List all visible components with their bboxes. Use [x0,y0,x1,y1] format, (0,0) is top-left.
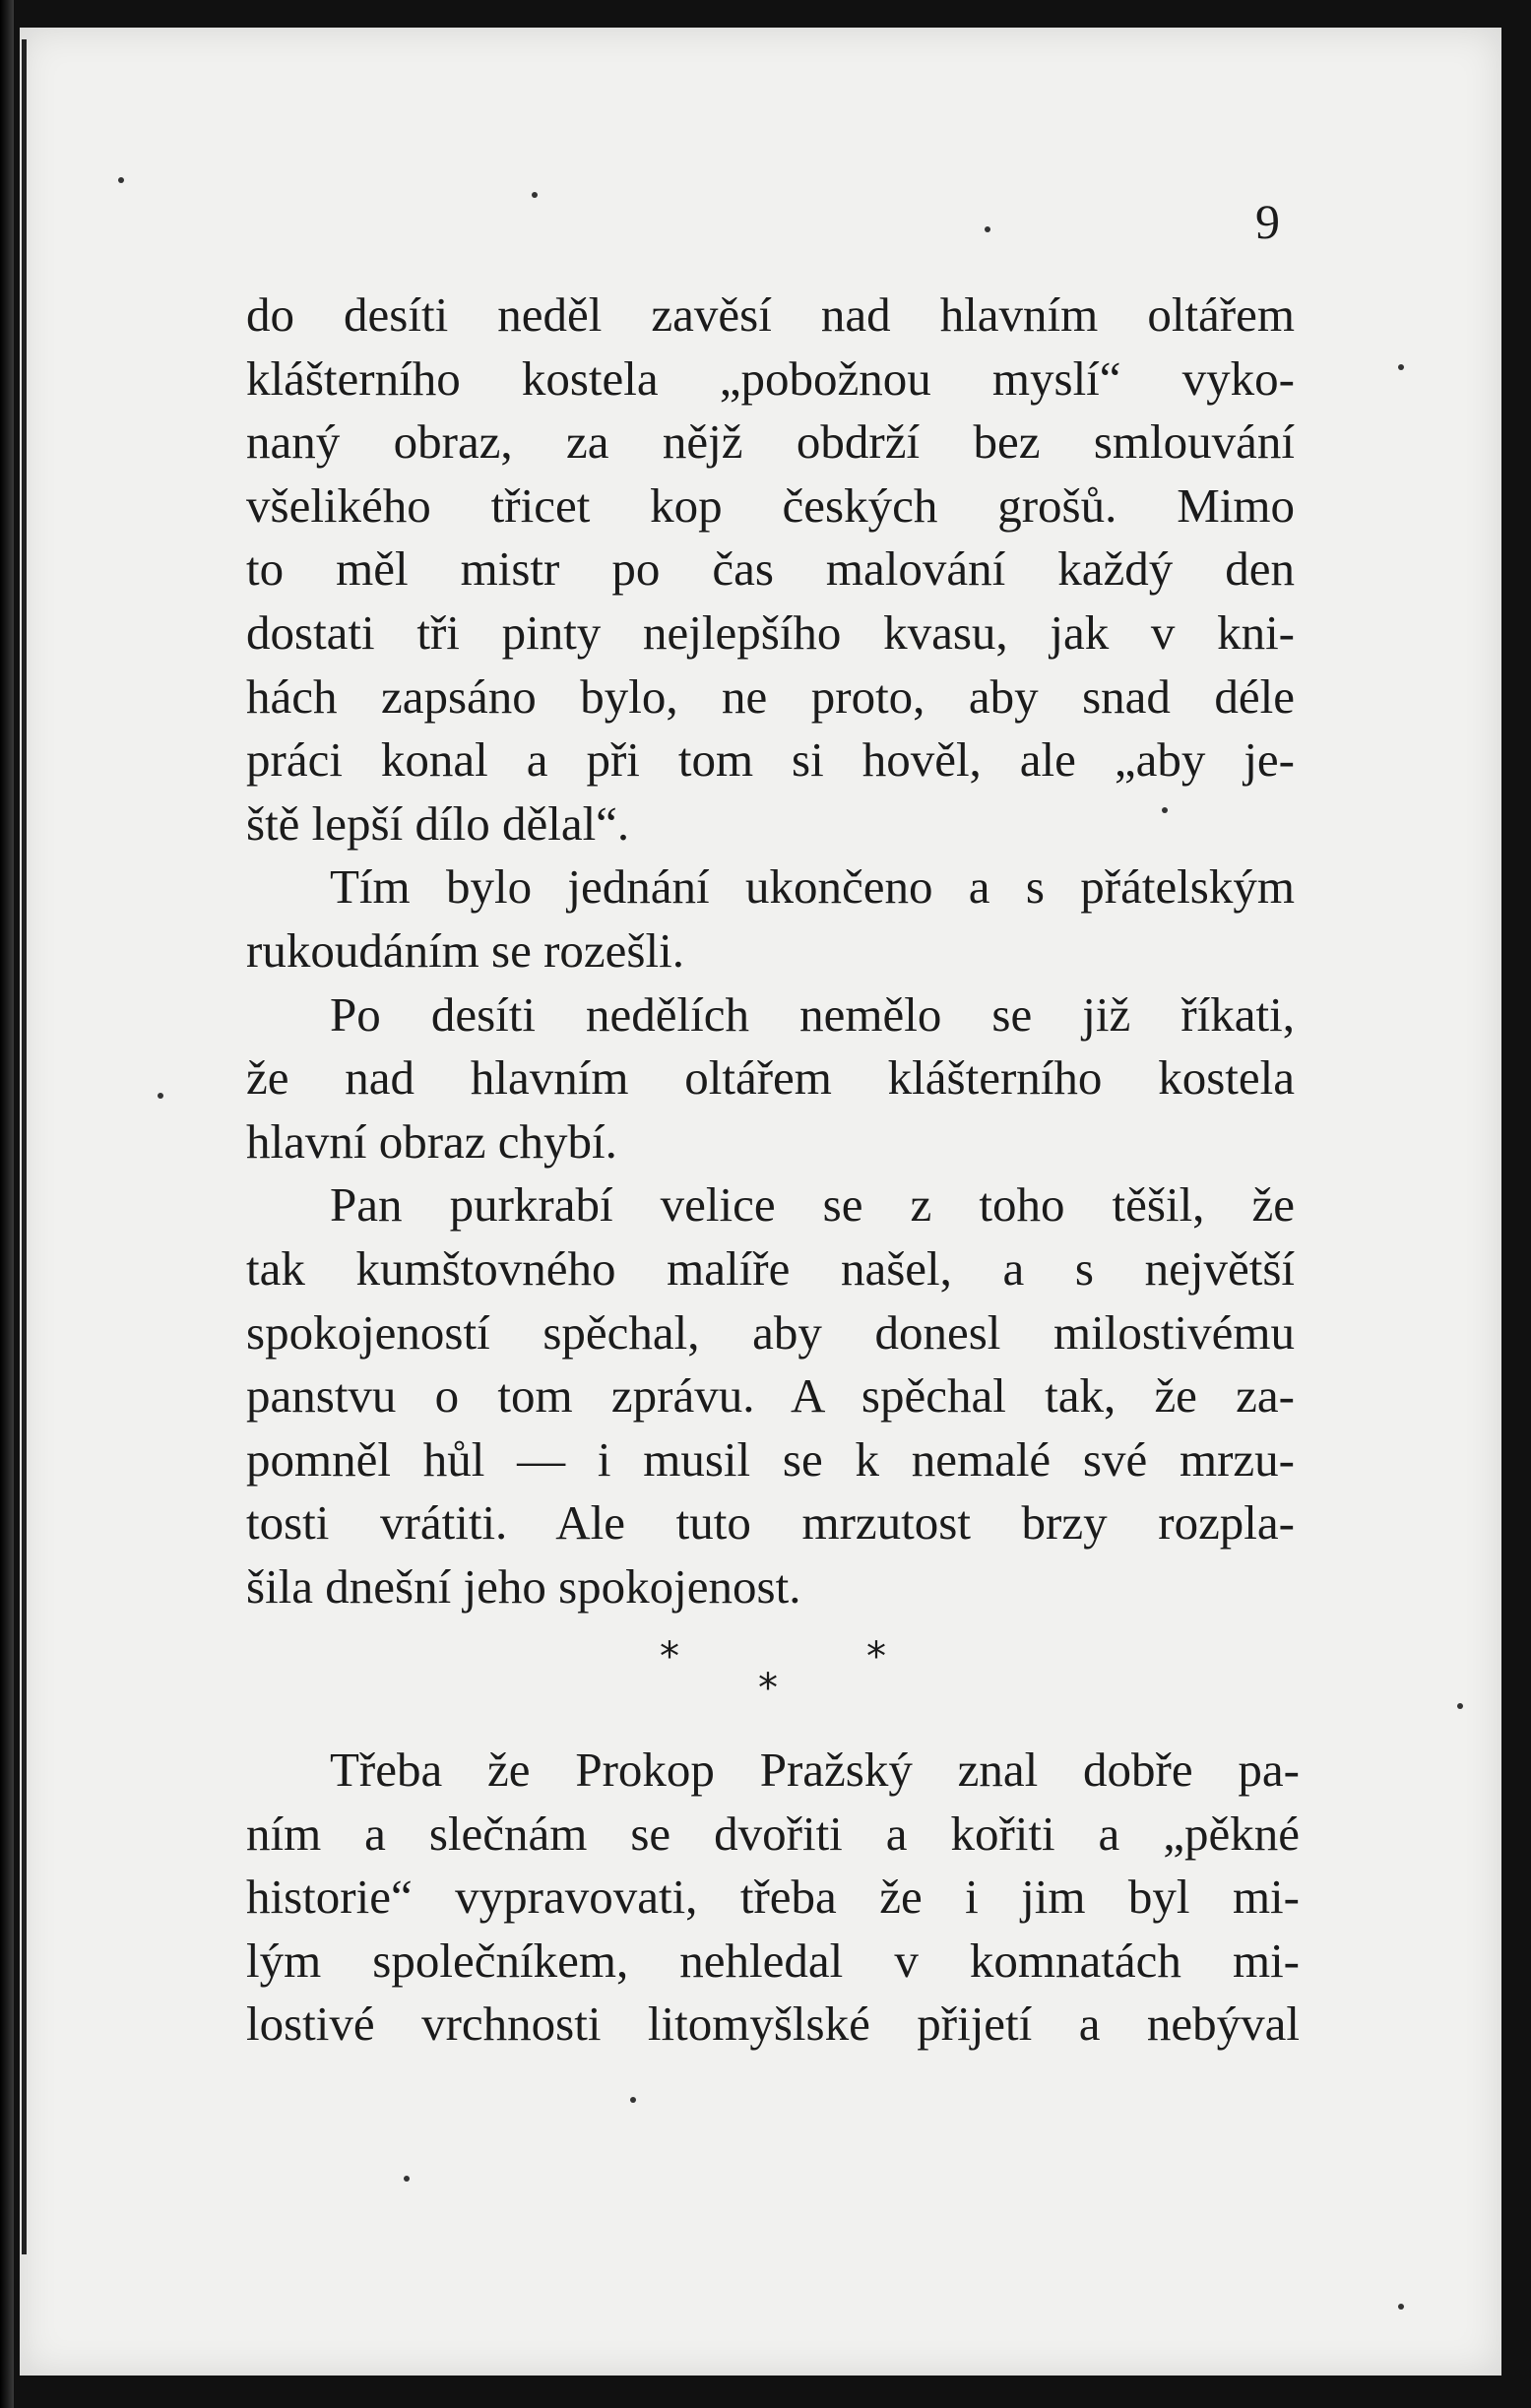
text-line: hlavní obraz chybí. [246,1113,617,1169]
text-line: ním a slečnám se dvořiti a kořiti a „pěkné [246,1806,1300,1861]
scan-speck [1398,364,1404,370]
text-line: Pan purkrabí velice se z toho těšil, že [330,1177,1295,1233]
text-line: naný obraz, za nějž obdrží bez smlouvání [246,414,1295,470]
text-line: Tím bylo jednání ukončeno a s přátelským [330,859,1295,915]
text-line: že nad hlavním oltářem klášterního kostela [246,1050,1295,1106]
scan-speck [158,1093,163,1099]
scan-speck [1398,2304,1404,2310]
asterisk: * [758,1666,778,1711]
scan-speck [1162,807,1168,813]
scan-speck [985,226,990,232]
text-line: tosti vrátiti. Ale tuto mrzutost brzy rozpla- [246,1495,1295,1551]
section-separator [650,1634,896,1723]
scan-speck [630,2097,636,2103]
text-line: všelikého třicet kop českých grošů. Mimo [246,477,1295,533]
text-line: lým společníkem, nehledal v komnatách mi- [246,1933,1300,1988]
scan-speck [532,192,538,198]
text-line: rukoudáním se rozešli. [246,922,684,978]
text-line: spokojeností spěchal, aby donesl milostivému [246,1304,1295,1360]
text-line: historie“ vypravovati, třeba že i jim byl mi- [246,1869,1300,1925]
scan-speck [404,2176,410,2182]
text-line: dostati tři pinty nejlepšího kvasu, jak v kni- [246,604,1295,660]
text-line: ště lepší dílo dělal“. [246,795,630,851]
text-line: do desíti neděl zavěsí nad hlavním oltářem [246,287,1295,342]
main-text [246,284,1295,1618]
text-line: lostivé vrchnosti litomyšlské přijetí a nebýval [246,1996,1300,2052]
binding-edge [0,0,14,2408]
text-line: panstvu o tom zprávu. A spěchal tak, že za- [246,1368,1295,1424]
page-spine-line [22,39,27,2254]
text-line: šila dnešní jeho spokojenost. [246,1558,801,1614]
text-line: práci konal a při tom si hověl, ale „aby je- [246,732,1295,788]
continued-text [246,1739,1300,2057]
page-number: 9 [1255,194,1280,249]
text-line: to měl mistr po čas malování každý den [246,541,1295,597]
text-line: Po desíti nedělích nemělo se již říkati, [330,986,1295,1042]
text-line: tak kumštovného malíře našel, a s největší [246,1240,1295,1296]
text-line: hách zapsáno bylo, ne proto, aby snad déle [246,668,1295,724]
asterisk: * [660,1634,679,1679]
text-line: klášterního kostela „pobožnou myslí“ vyko- [246,350,1295,406]
asterisk: * [866,1634,886,1679]
scan-speck [118,177,124,183]
scan-speck [1457,1703,1463,1709]
text-line: Třeba že Prokop Pražský znal dobře pa- [330,1743,1300,1797]
text-line: pomněl hůl — i musil se k nemalé své mrzu- [246,1431,1295,1487]
